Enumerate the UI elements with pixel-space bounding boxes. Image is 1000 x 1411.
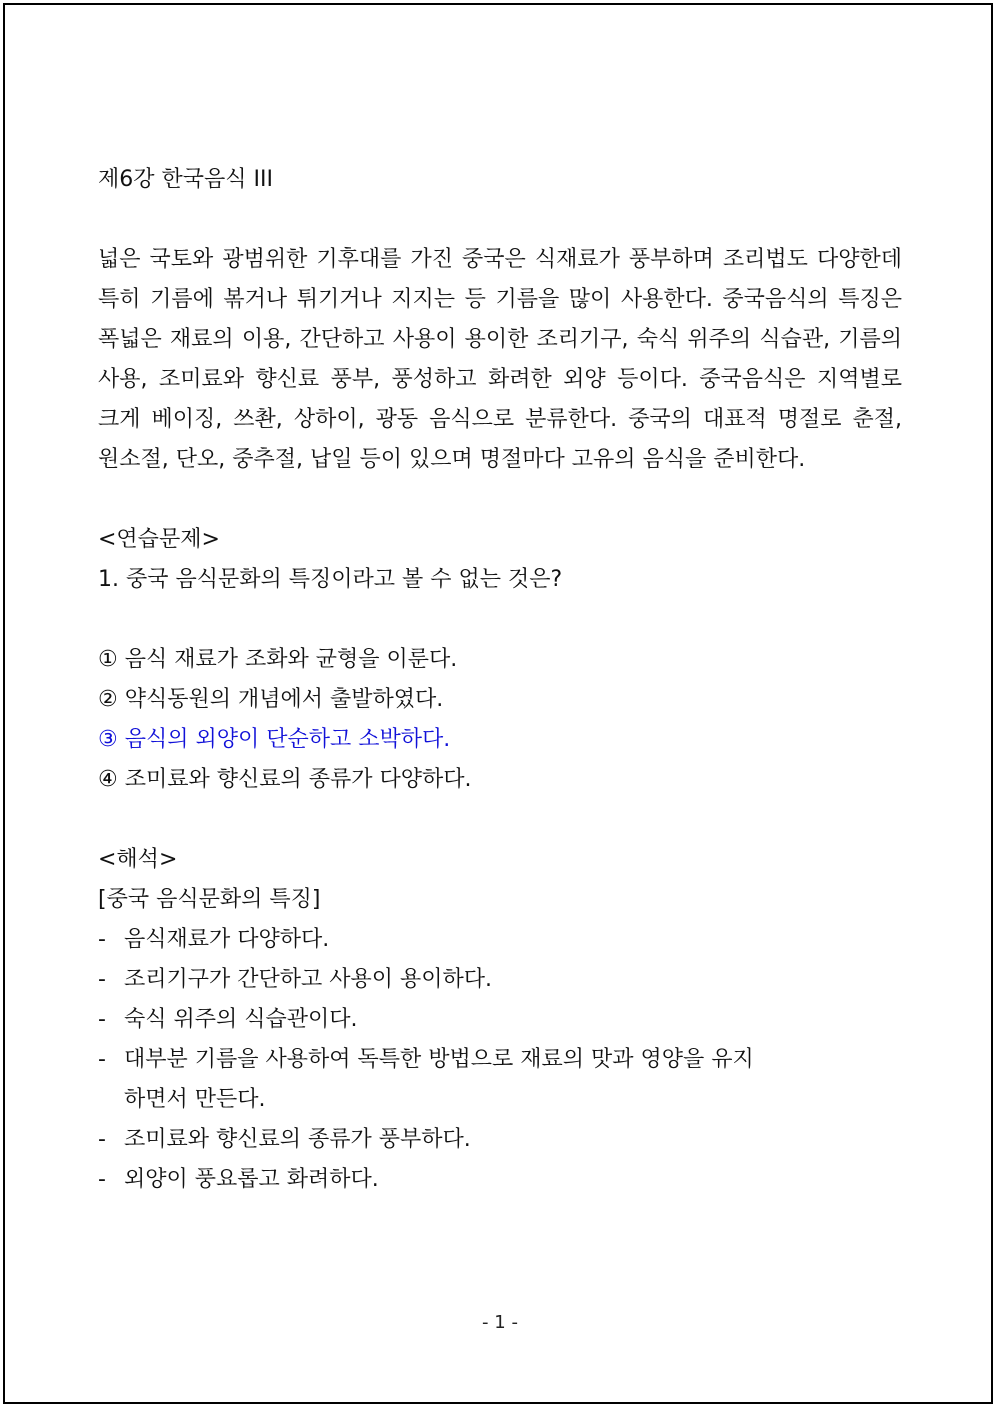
- option-4: ④ 조미료와 향신료의 종류가 다양하다.: [98, 767, 472, 792]
- lecture-title: 제6강 한국음식 III: [98, 167, 273, 192]
- analysis-bullet: [98, 1120, 902, 1160]
- document-body: [98, 160, 902, 1200]
- analysis-bullet: [98, 920, 902, 960]
- bullet-text: 외양이 풍요롭고 화려하다.: [124, 1167, 379, 1192]
- analysis-bullet: [98, 1000, 902, 1040]
- bullet-dash: -: [98, 967, 106, 992]
- bullet-dash: -: [98, 927, 106, 952]
- analysis-bullet: [98, 1160, 902, 1200]
- bullet-dash: -: [98, 1047, 106, 1072]
- bullet-text: 숙식 위주의 식습관이다.: [124, 1007, 358, 1032]
- intro-paragraph: 넓은 국토와 광범위한 기후대를 가진 중국은 식재료가 풍부하며 조리법도 다양한데 특히 기름에 볶거나 튀기거나 지지는 등 기름을 많이 사용한다. 중국음식의 특징은 폭넓은 재료의 이용, 간단하고 사용이 용이한 조리기구, 숙식 위주의 식습관, 기름의 사용, 조미료와 향신료 풍부, 풍성하고 화려한 외양 등이다. 중국음식은 지역별로 크게 베이징, 쓰촨, 상하이, 광동 음식으로 분류한다. 중국의 대표적 명절로 춘절, 원소절, 단오, 중추절, 납일 등이 있으며 명절마다 고유의 음식을 준비한다.: [98, 247, 902, 472]
- bullet-dash: -: [98, 1127, 106, 1152]
- answer-options: [98, 640, 902, 800]
- bullet-text: 대부분 기름을 사용하여 독특한 방법으로 재료의 맛과 영양을 유지하면서 만든다.: [124, 1047, 754, 1112]
- bullet-text: 조리기구가 간단하고 사용이 용이하다.: [124, 967, 493, 992]
- bullet-dash: -: [98, 1007, 106, 1032]
- option-3-correct-answer: ③ 음식의 외양이 단순하고 소박하다.: [98, 727, 451, 752]
- bullet-text: 조미료와 향신료의 종류가 풍부하다.: [124, 1127, 471, 1152]
- option-1: ① 음식 재료가 조화와 균형을 이룬다.: [98, 647, 458, 672]
- exercise-heading: <연습문제>: [98, 527, 220, 552]
- bullet-text: 음식재료가 다양하다.: [124, 927, 330, 952]
- exercise-question: 1. 중국 음식문화의 특징이라고 볼 수 없는 것은?: [98, 567, 563, 592]
- analysis-bullet: [98, 1040, 768, 1120]
- analysis-bullet: [98, 960, 902, 1000]
- analysis-heading: <해석>: [98, 847, 178, 872]
- bullet-dash: -: [98, 1167, 106, 1192]
- analysis-subheading: [중국 음식문화의 특징]: [98, 887, 321, 912]
- option-2: ② 약식동원의 개념에서 출발하였다.: [98, 687, 444, 712]
- page-number: - 1 -: [482, 1312, 518, 1333]
